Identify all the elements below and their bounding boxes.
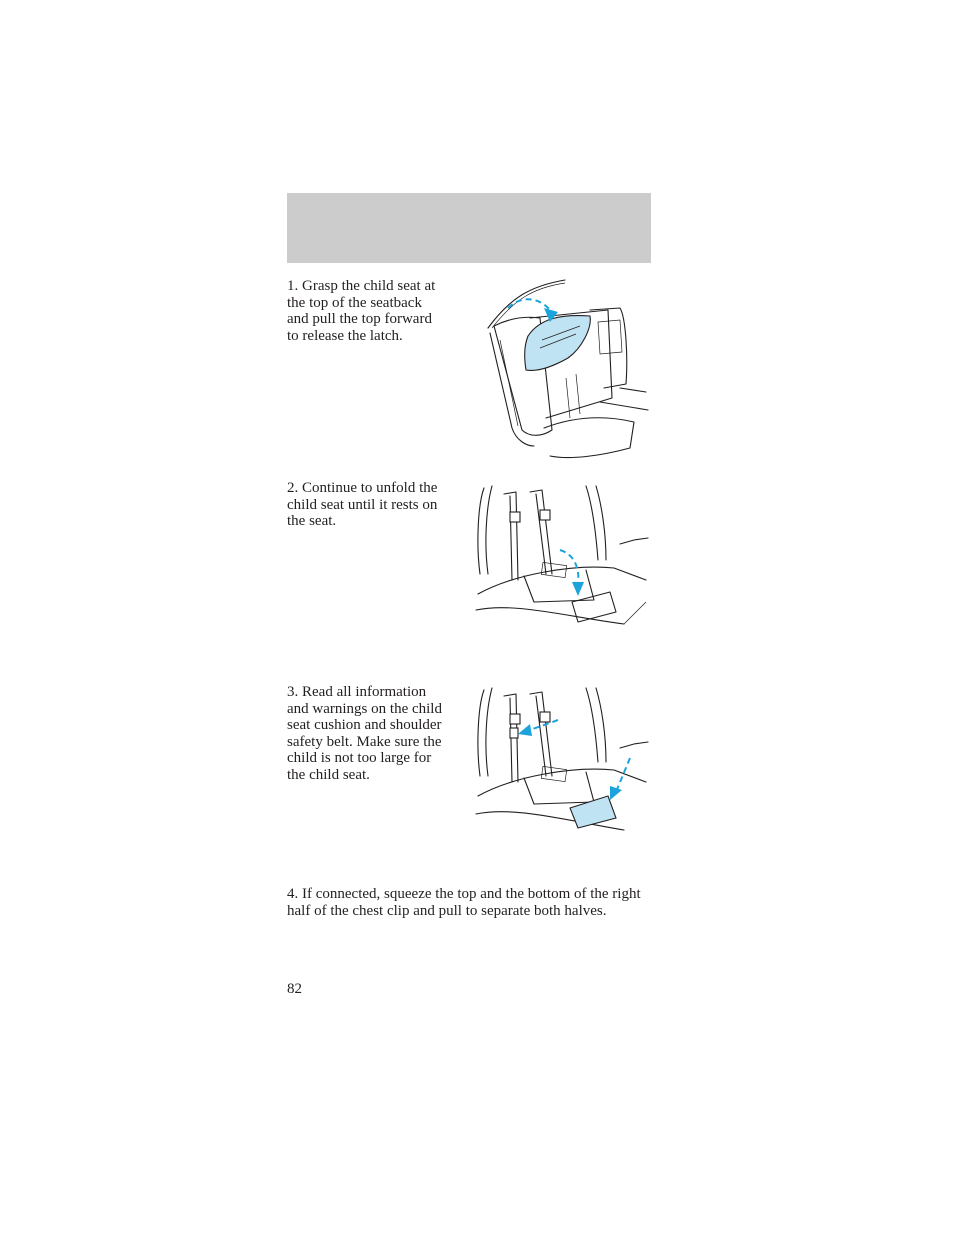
step-2-illustration [474,484,650,634]
step-4-text: 4. If connected, squeeze the top and the bottom of the right half of the chest clip and pull to separate both halves. [287,886,641,919]
step-2-text: 2. Continue to unfold the child seat until it rests on the seat. [287,480,438,529]
step-3-illustration [474,686,650,840]
step-1-illustration [470,278,650,466]
section-header-band [287,193,651,263]
page-number: 82 [287,981,302,997]
step-1-text: 1. Grasp the child seat at the top of the seatback and pull the top forward to release the latch. [287,278,436,344]
step-3-text: 3. Read all information and warnings on the child seat cushion and shoulder safety belt. Make sure the child is not too large for the child seat. [287,684,442,783]
